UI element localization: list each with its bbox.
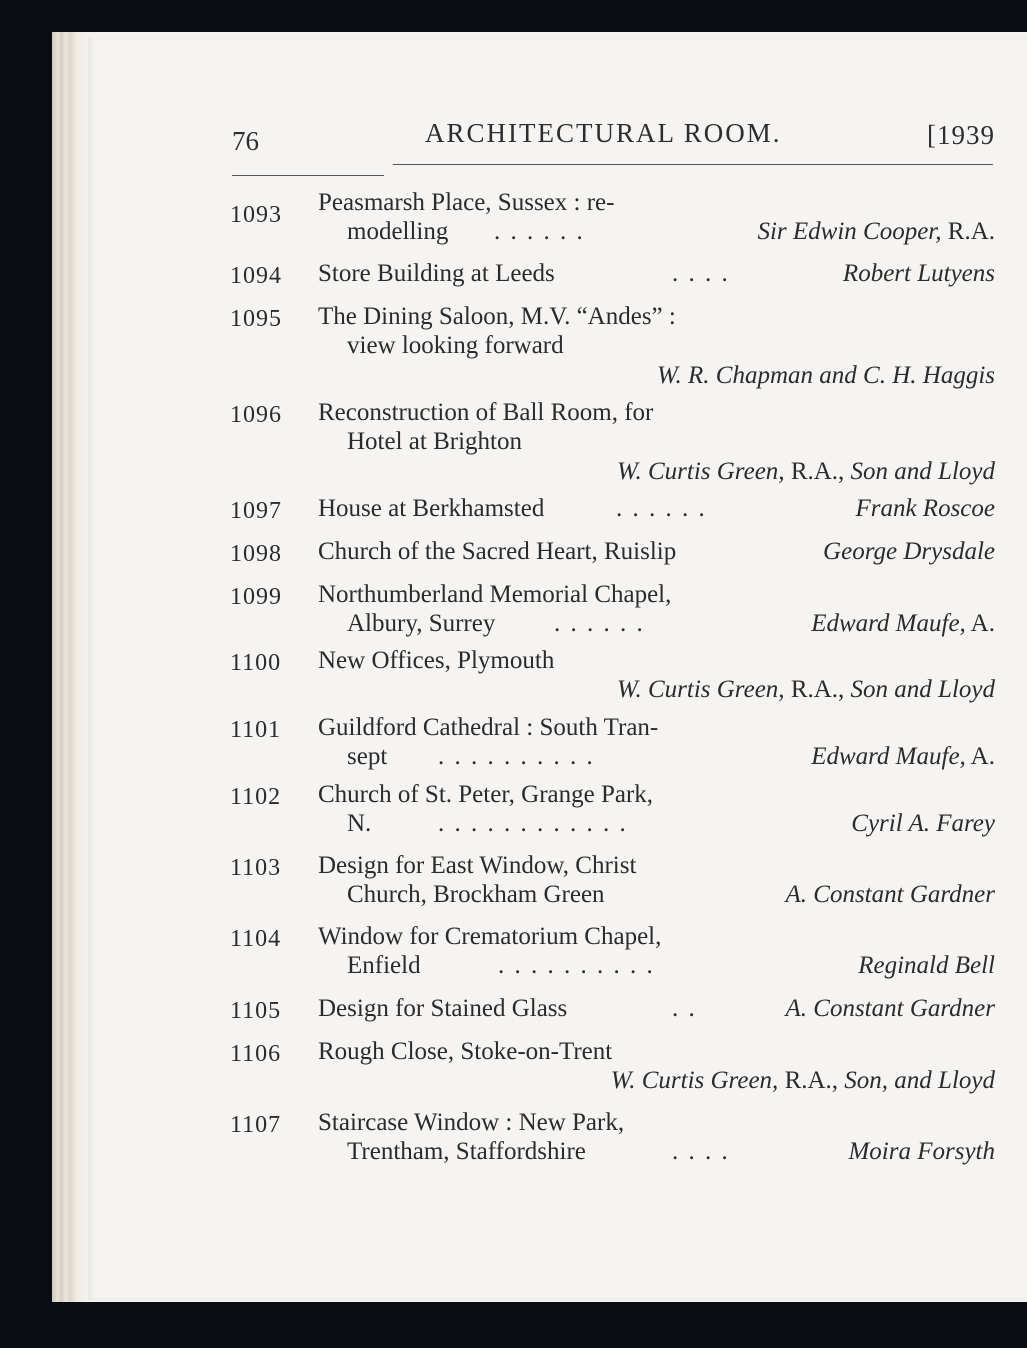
author-honours: R.A., (784, 458, 851, 485)
entry-title-continued: modelling (347, 218, 449, 245)
header-rule (393, 164, 993, 165)
page-year: [1939 (927, 120, 995, 150)
author-name: Sir Edwin Cooper, (757, 218, 942, 245)
entry-number: 1098 (230, 541, 282, 567)
dot-leader: . . . . . . (616, 495, 707, 522)
author-suffix: A. (965, 610, 995, 637)
entry-number: 1096 (230, 402, 282, 428)
catalogue-entry (230, 713, 995, 775)
catalogue-entry (230, 1108, 995, 1170)
catalogue-entry (230, 259, 995, 291)
catalogue-entry (230, 302, 995, 394)
entry-number: 1107 (230, 1112, 282, 1138)
entry-title-continued: sept (347, 743, 388, 770)
entry-number: 1097 (230, 498, 282, 524)
catalogue-entry (230, 188, 995, 250)
entry-author (757, 217, 995, 247)
page-title: ARCHITECTURAL ROOM. (425, 118, 782, 148)
entry-author: Moira Forsyth (848, 1138, 995, 1165)
entry-title-continued: Enfield (347, 952, 421, 979)
header-rule-short (232, 175, 384, 176)
entry-title: New Offices, Plymouth (318, 647, 555, 674)
catalogue-entry (230, 537, 995, 569)
dot-leader: . . . . (672, 260, 730, 287)
entry-number: 1104 (230, 926, 282, 952)
dot-leader: . . . . . . . . . . (438, 743, 595, 770)
dot-leader: . . . . . . (494, 218, 585, 245)
dot-leader: . . . . (672, 1138, 730, 1165)
entry-title: Northumberland Memorial Chapel, (318, 581, 672, 608)
entry-author (811, 609, 995, 639)
catalogue-entry (230, 994, 995, 1026)
catalogue-entry (230, 851, 995, 913)
catalogue-entry (230, 398, 995, 490)
entry-author: Frank Roscoe (855, 495, 995, 522)
entry-title: Church of the Sacred Heart, Ruislip (318, 538, 677, 565)
author-firm: Son, and Lloyd (844, 1067, 995, 1094)
entry-number: 1093 (230, 202, 282, 228)
running-header (232, 118, 995, 158)
entry-title: Peasmarsh Place, Sussex : re- (318, 189, 615, 216)
author-firm: Son and Lloyd (850, 676, 995, 703)
entry-author: George Drysdale (823, 538, 995, 565)
catalogue-entry (230, 580, 995, 642)
entry-author: W. R. Chapman and C. H. Haggis (657, 362, 995, 389)
entry-title: Reconstruction of Ball Room, for (318, 399, 654, 426)
entry-title: Design for East Window, Christ (318, 852, 637, 879)
author-suffix: A. (965, 743, 995, 770)
author-name: W. Curtis Green, (616, 676, 785, 703)
entry-title: Rough Close, Stoke-on-Trent (318, 1038, 613, 1065)
entry-author (611, 1066, 995, 1096)
author-name: W. Curtis Green, (616, 458, 785, 485)
entry-title-continued: Hotel at Brighton (347, 428, 522, 455)
entry-number: 1103 (230, 855, 282, 881)
entry-title-continued: view looking forward (347, 332, 564, 359)
entry-title: House at Berkhamsted (318, 495, 545, 522)
entry-author: Cyril A. Farey (851, 810, 995, 837)
entry-number: 1106 (230, 1041, 282, 1067)
entry-number: 1094 (230, 263, 282, 289)
entry-author: A. Constant Gardner (785, 995, 995, 1022)
catalogue-entry (230, 922, 995, 984)
entry-number: 1102 (230, 784, 282, 810)
entry-number: 1095 (230, 306, 282, 332)
author-honours: R.A., (784, 676, 851, 703)
entry-author (617, 457, 995, 487)
entry-author (811, 742, 995, 772)
catalogue-entry (230, 646, 995, 708)
catalogue-entry (230, 1037, 995, 1099)
entry-author: Reginald Bell (858, 952, 995, 979)
catalogue-entry (230, 494, 995, 526)
author-name: Edward Maufe, (811, 743, 966, 770)
dot-leader: . . . . . . . . . . . . (438, 810, 628, 837)
author-name: Edward Maufe, (811, 610, 966, 637)
catalogue-entry (230, 780, 995, 842)
entry-title: Design for Stained Glass (318, 995, 568, 1022)
entry-title: Church of St. Peter, Grange Park, (318, 781, 654, 808)
entry-number: 1099 (230, 584, 282, 610)
entry-author: Robert Lutyens (842, 260, 995, 287)
author-firm: Son and Lloyd (850, 458, 995, 485)
entry-number: 1101 (230, 717, 282, 743)
entry-title-continued: Albury, Surrey (347, 610, 496, 637)
author-name: W. Curtis Green, (610, 1067, 779, 1094)
dot-leader: . . (672, 995, 697, 1022)
entry-title: The Dining Saloon, M.V. “Andes” : (318, 303, 676, 330)
dot-leader: . . . . . . (554, 610, 645, 637)
entry-title: Window for Crematorium Chapel, (318, 923, 662, 950)
entry-number: 1105 (230, 998, 282, 1024)
entry-title: Guildford Cathedral : South Tran- (318, 714, 659, 741)
author-suffix: R.A. (941, 218, 995, 245)
author-honours: R.A., (778, 1067, 845, 1094)
entry-author: A. Constant Gardner (785, 881, 995, 908)
page-number: 76 (232, 126, 259, 156)
dot-leader: . . . . . . . . . . (498, 952, 655, 979)
entry-number: 1100 (230, 650, 282, 676)
entry-author (617, 675, 995, 705)
entry-title-continued: Church, Brockham Green (347, 881, 605, 908)
entry-title-continued: Trentham, Staffordshire (347, 1138, 586, 1165)
entry-title: Store Building at Leeds (318, 260, 555, 287)
entry-title-continued: N. (347, 810, 372, 837)
entry-title: Staircase Window : New Park, (318, 1109, 625, 1136)
